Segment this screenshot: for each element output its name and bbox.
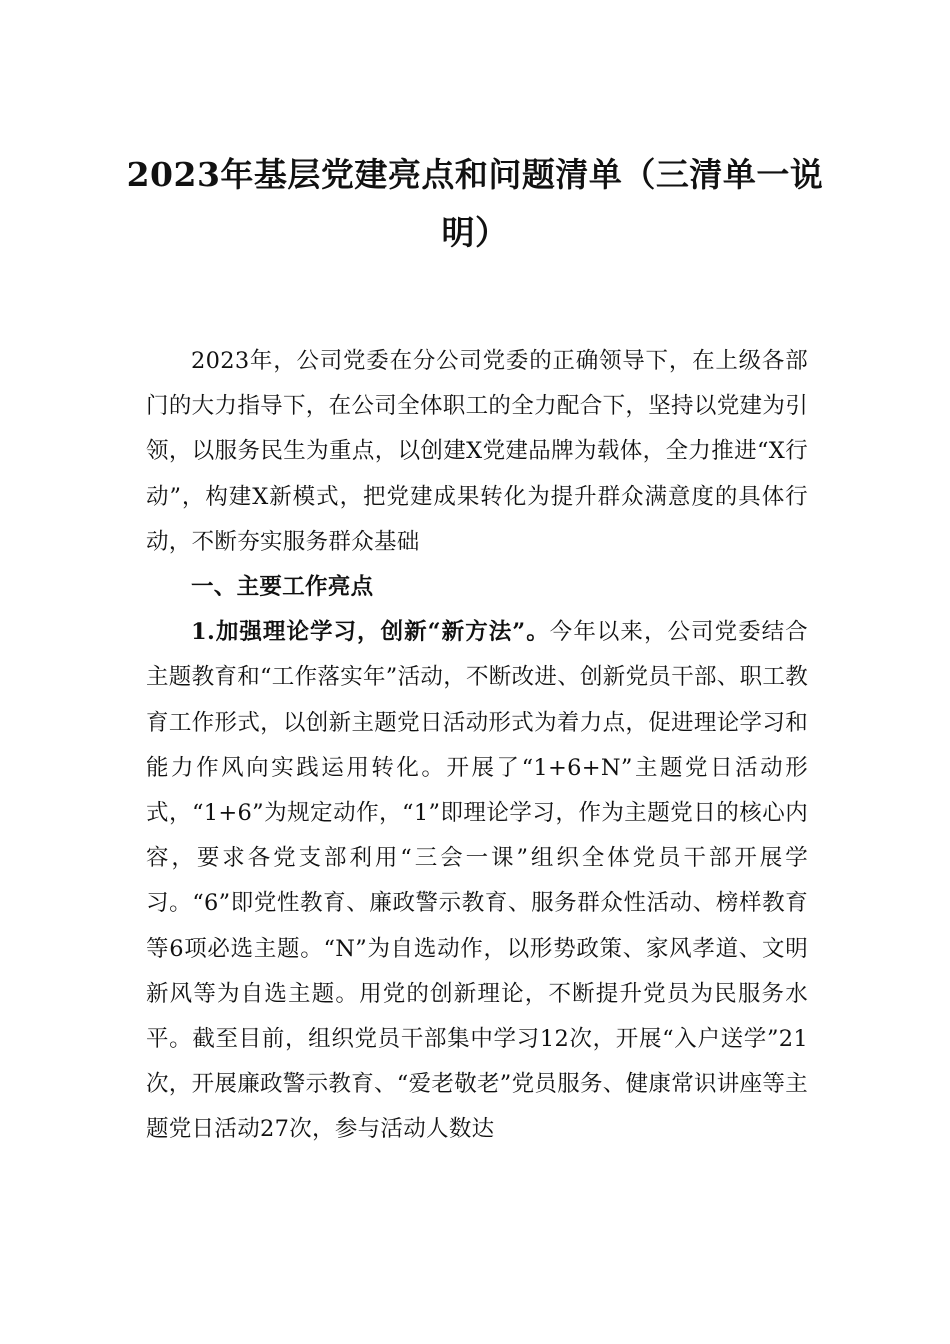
item-lead: 1.加强理论学习，创新“新方法”。 xyxy=(191,619,550,646)
intro-paragraph: 2023年，公司党委在分公司党委的正确领导下，在上级各部门的大力指导下，在公司全体职工的全力配合下，坚持以党建为引领，以服务民生为重点，以创建X党建品牌为载体，全力推进“X行动”，构建X新模式，把党建成果转化为提升群众满意度的具体行动，不断夯实服务群众基础 xyxy=(146,348,808,555)
item-body: 今年以来，公司党委结合主题教育和“工作落实年”活动，不断改进、创新党员干部、职工教育工作形式，以创新主题党日活动形式为着力点，促进理论学习和能力作风向实践运用转化。开展了“1+6+N”主题党日活动形式，“1+6”为规定动作，“1”即理论学习，作为主题党日的核心内容，要求各党支部利用“三会一课”组织全体党员干部开展学习。“6”即党性教育、廉政警示教育、服务群众性活动、榜样教育等6项必选主题。“N”为自选动作，以形势政策、家风孝道、文明新风等为自选主题。用党的创新理论，不断提升党员为民服务水平。截至目前，组织党员干部集中学习12次，开展“入户送学”21次，开展廉政警示教育、“爱老敬老”党员服务、健康常识讲座等主题党日活动27次，参与活动人数达 xyxy=(146,619,809,1143)
item-paragraph xyxy=(146,610,808,1152)
document-title: 2023年基层党建亮点和问题清单（三清单一说明） xyxy=(126,155,824,252)
document-body xyxy=(146,339,808,1153)
section-heading: 一、主要工作亮点 xyxy=(191,574,374,601)
